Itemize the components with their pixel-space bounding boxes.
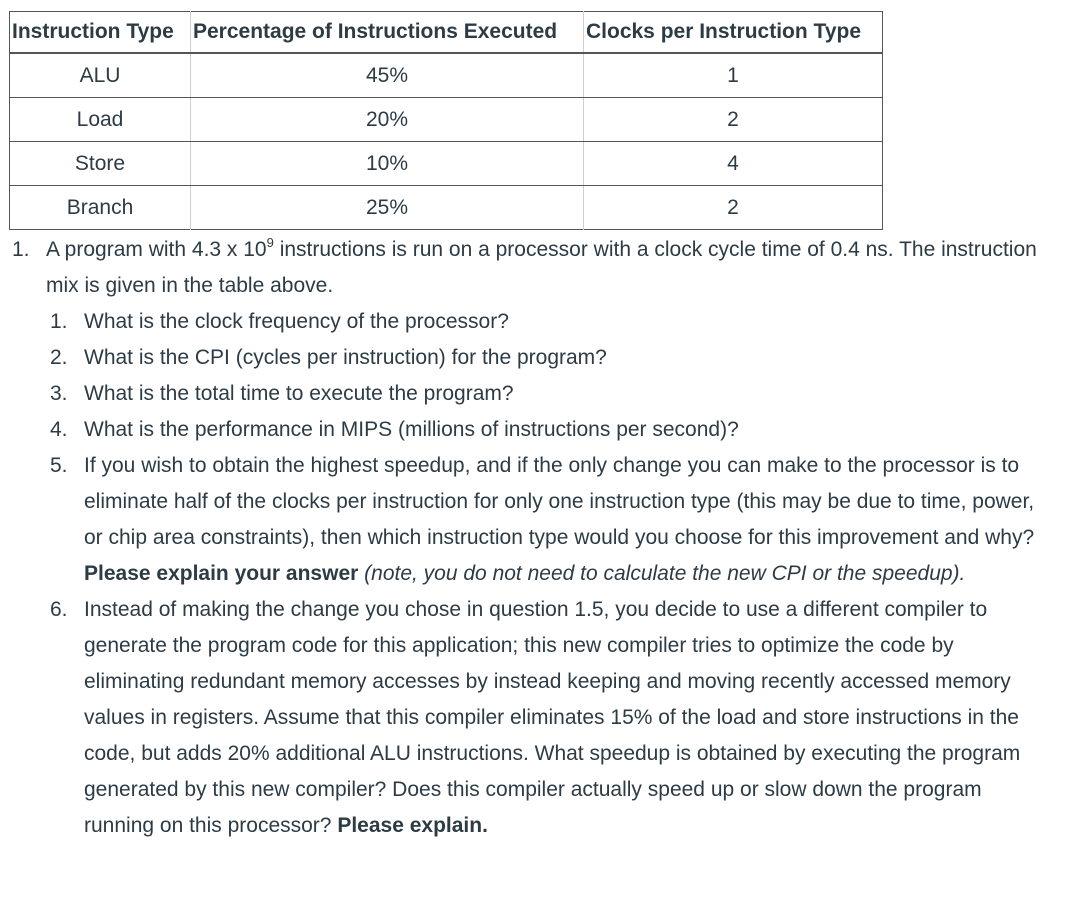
question-list xyxy=(12,232,1052,844)
cell-clocks: 4 xyxy=(584,142,883,186)
header-clocks: Clocks per Instruction Type xyxy=(584,12,883,54)
table-row xyxy=(10,142,883,186)
sub6-text: Instead of making the change you chose in question 1.5, you decide to use a different compiler to generate the program code for this application; this new compiler tries to optimize the code by eliminating redundant memory accesses by instead keeping and moving recently accessed memory values in registers. Assume that this compiler eliminates 15% of the load and store instructions in the code, but adds 20% additional ALU instructions. What speedup is obtained by executing the program generated by this new compiler? Does this compiler actually speed up or slow down the program running on this processor? xyxy=(84,598,1021,837)
sub5-text: If you wish to obtain the highest speedup, and if the only change you can make to the processor is to eliminate half of the clocks per instruction for only one instruction type (this may be due to time, power, or chip area constraints), then which instruction type would you choose for this improvement and why? xyxy=(84,454,1035,549)
sub-number: 4. xyxy=(50,418,68,441)
cell-clocks: 1 xyxy=(584,53,883,98)
sub5-italic-text: (note, you do not need to calculate the new CPI or the speedup). xyxy=(358,562,966,585)
header-instruction-type: Instruction Type xyxy=(10,12,191,54)
instruction-mix-table xyxy=(9,11,883,230)
header-percentage: Percentage of Instructions Executed xyxy=(191,12,584,54)
cell-type: Branch xyxy=(10,186,191,230)
sub-text xyxy=(84,448,1052,592)
sub-number: 3. xyxy=(50,382,68,405)
sub-text xyxy=(84,592,1052,844)
cell-type: ALU xyxy=(10,53,191,98)
table-row xyxy=(10,186,883,230)
sub-text: What is the performance in MIPS (millions of instructions per second)? xyxy=(84,418,739,441)
sub-question-2 xyxy=(50,340,1052,376)
cell-percentage: 45% xyxy=(191,53,584,98)
sub-question-6 xyxy=(50,592,1052,844)
sub-question-list xyxy=(50,304,1052,844)
sub-text: What is the clock frequency of the processor? xyxy=(84,310,509,333)
sub-question-5 xyxy=(50,448,1052,592)
sub6-bold-text: Please explain. xyxy=(337,814,488,837)
question-intro xyxy=(46,232,1052,304)
cell-clocks: 2 xyxy=(727,195,739,219)
cell-type: Store xyxy=(10,142,191,186)
table-header-row xyxy=(10,12,883,54)
sub-number: 1. xyxy=(50,310,68,333)
sub-question-1 xyxy=(50,304,1052,340)
intro-exponent: 9 xyxy=(266,235,274,250)
table-row xyxy=(10,53,883,98)
question-body xyxy=(46,232,1052,844)
sub-question-4 xyxy=(50,412,1052,448)
cell-percentage: 20% xyxy=(191,98,584,142)
sub5-bold-text: Please explain your answer xyxy=(84,562,359,585)
cell-percentage: 10% xyxy=(191,142,584,186)
intro-text-b: instructions is run on a processor with a clock cycle time of 0.4 ns. The instruction mix is given in the table above. xyxy=(46,238,1037,297)
sub-number: 2. xyxy=(50,346,68,369)
sub-text: What is the total time to execute the program? xyxy=(84,382,514,405)
cell-type: Load xyxy=(10,98,191,142)
table-row xyxy=(10,98,883,142)
cell-clocks: 2 xyxy=(584,98,883,142)
sub-question-3 xyxy=(50,376,1052,412)
sub-text: What is the CPI (cycles per instruction) for the program? xyxy=(84,346,607,369)
cell-percentage: 25% xyxy=(191,186,584,230)
sub-number: 5. xyxy=(50,454,68,477)
question-number: 1. xyxy=(12,238,30,261)
sub-number: 6. xyxy=(50,598,68,621)
question-1 xyxy=(12,232,1052,844)
intro-text-a: A program with 4.3 x 10 xyxy=(46,238,267,261)
